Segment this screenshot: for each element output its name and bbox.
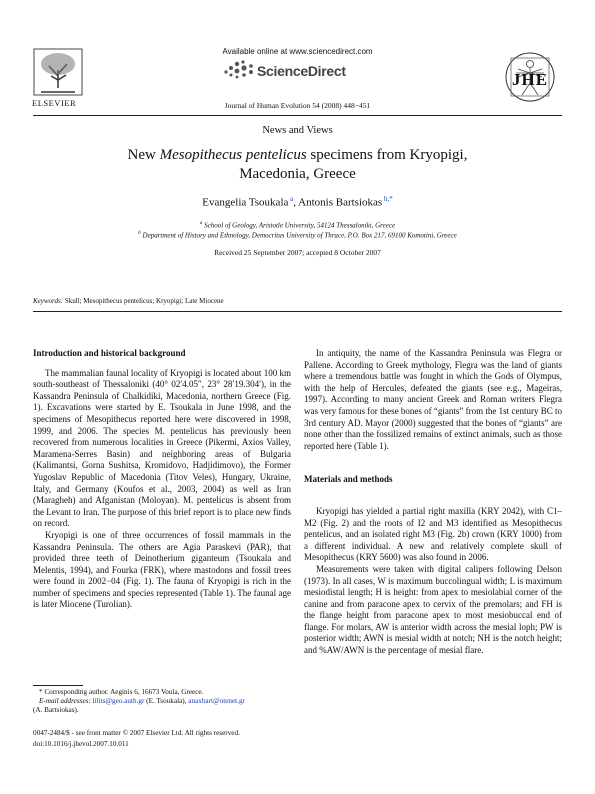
affiliation-b: $^b$ Department of History and Ethnology, Democritus University of Thrace, P.O. Box 217, 69100 Komotini, Greece xyxy=(138,231,457,240)
footnote-emails: E-mail addresses: lilits@geo.auth.gr (E. Tsoukala), anaxbart@otenet.gr xyxy=(39,697,245,705)
doi-link[interactable]: doi:10.1016/j.jhevol.2007.10.011 xyxy=(33,740,129,748)
affiliation-a: $^a$ School of Geology, Aristotle University, 54124 Thessaloniki, Greece xyxy=(199,221,396,230)
paragraph: Measurements were taken with digital calipers following Delson (1973). In all cases, W is maximum buccolingual width; L is maximum mesiodistal length; H is height: from apex to mesiolabial corner of the canine and from paracone apex to cervix of the premolars; and FH is the flange height from paracone apex to most mesiobuccal end of flange. For molars, AW is anterior width across the mesial loph; PW is posterior width; AWN is mesial width at notch; NH is the notch height; and %AW/AWN is the percentage of mesial flare. xyxy=(304,563,562,656)
paragraph: In antiquity, the name of the Kassandra Peninsula was Flegra or Pallene. According to Greek mythology, Flegra was the land of giants where a tremendous battle was fought in which the Gods of Olympus, with the help of Hercules, defeated the giants (see e.g., Mageiras, 1997). According to many ancient Greek and Roman writers Flegra was very famous for these bones of “giants” from the 1st century BC to 3rd century AD. Mayor (2000) suggested that the bones of “giants” are none other than the fossilized remains of extinct animals, such as those reported here (Table 1). xyxy=(304,348,562,451)
section-heading: Introduction and historical background xyxy=(33,348,186,358)
copyright-line: 0047-2484/$ - see front matter © 2007 Elsevier Ltd. All rights reserved. xyxy=(33,729,240,737)
email-link[interactable]: lilits@geo.auth.gr xyxy=(92,697,145,705)
received-dates: Received 25 September 2007; accepted 8 October 2007 xyxy=(214,248,381,257)
footnotes: * Corresponding author. Aeginis 6, 16673 Voula, Greece. E-mail addresses: lilits@geo.auth.gr (E. Tsoukala), anaxbart@otenet.gr (A. Bartsiokas). xyxy=(33,688,293,715)
author-name: Antonis Bartsiokas xyxy=(298,196,383,209)
paragraph: The mammalian faunal locality of Kryopigi is located about 100 km south-southeast of Thessaloniki (40° 02′4.05″, 23° 28′19.304′), in the Kassandra Peninsula of Chalkidiki, Macedonia, northern Greece (Fig. 1). Excavations were started by E. Tsoukala in June 1998, and the specimens of Mesopithecus reported here were discovered in 1998, 1999, and 2006. The species M. pentelicus has previously been recovered from numerous localities in Greece (Pikermi, Axios Valley, Maramena-Serres Basin) and neighboring areas of Bulgaria (Kalimantsi, Gorna Sushitsa, Kromidovo, Hadjidimovo), the Former Yugoslav Republic of Macedonia (Titov Veles), Hungary, Ukraine, Italy, and Germany (Koufos et al., 2003, 2004) as well as Iran (Maragheh) and Afganistan (Moloyan). M. pentelicus is absent from the Levant to Iran. The purpose of this brief report is to place new finds on record. xyxy=(33,367,291,529)
authors: Evangelia Tsoukala $^a$, Antonis Bartsiokas $^{b,*}$ xyxy=(202,195,393,209)
footnote-corresponding: * Corresponding author. Aeginis 6, 16673 Voula, Greece. xyxy=(39,688,204,696)
email-link[interactable]: anaxbart@otenet.gr xyxy=(188,697,245,705)
jhe-logo-text: JHE xyxy=(511,70,549,89)
keywords-rule xyxy=(33,311,562,312)
header-rule xyxy=(33,115,562,116)
available-online-text: Available online at www.sciencedirect.com xyxy=(222,47,373,56)
sciencedirect-dots-icon xyxy=(222,58,256,80)
section-label: News and Views xyxy=(262,125,333,136)
section-heading: Materials and methods xyxy=(304,474,393,485)
journal-citation: Journal of Human Evolution 54 (2008) 448−451 xyxy=(224,101,371,110)
sciencedirect-logo: ScienceDirect xyxy=(257,63,346,79)
author-name: Evangelia Tsoukala xyxy=(202,196,289,209)
footnote-rule xyxy=(33,685,83,686)
left-column xyxy=(33,348,291,611)
elsevier-wordmark: ELSEVIER xyxy=(32,98,77,108)
article-title: New Mesopithecus pentelicus specimens from Kryopigi, Macedonia, Greece xyxy=(127,147,468,182)
paragraph: Kryopigi has yielded a partial right maxilla (KRY 2042), with C1–M2 (Fig. 2) and the roots of I2 and M3 identified as Mesopithecus pentelicus, and an isolated right M3 (Fig. 2b) crown (KRY 1000) from a different individual. A new and relatively complete skull of Mesopithecus (KRY 5600) was also found in 2006. xyxy=(304,505,562,563)
paragraph: Kryopigi is one of three occurrences of fossil mammals in the Kassandra Peninsula. The others are Agia Paraskevi (PAR), that provided three teeth of Deinotherium giganteum (Tsoukala and Melentis, 1994), and Fourka (FRK), where mastodons and fossil trees were found in 2002−04 (Fig. 1). The fauna of Kryopigi is rich in the number of specimens and species represented (Table 1). The faunal age is later Miocene (Turolian). xyxy=(33,529,291,610)
keywords: Keywords: Skull; Mesopithecus pentelicus; Kryopigi; Late Miocene xyxy=(33,297,224,305)
right-column xyxy=(304,348,562,657)
elsevier-tree-logo xyxy=(33,48,83,96)
